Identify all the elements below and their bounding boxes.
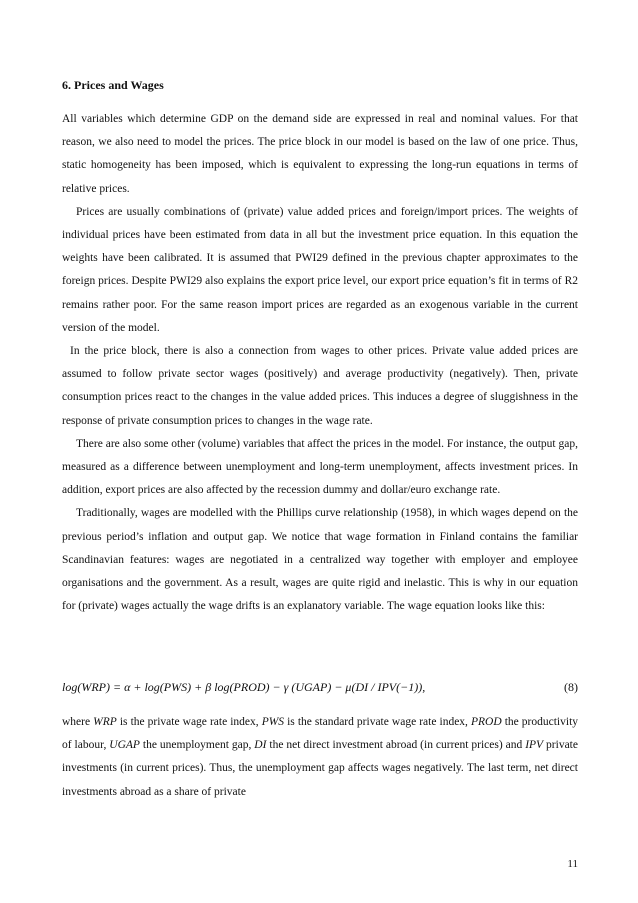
var-prod: PROD (470, 716, 502, 728)
def-text: the productivity of labour, (62, 716, 579, 752)
var-pws: PWS (261, 716, 285, 728)
definitions-paragraph (62, 711, 578, 804)
def-text: is the standard private wage rate index, (284, 716, 471, 728)
paragraph-2: Prices are usually combinations of (private) value added prices and foreign/import prices. The weights of individual prices have been estimated from data in all but the investment price equation. In this equation the weights have been calibrated. It is assumed that PWI29 defined in the previous chapter approximates to the foreign prices. Despite PWI29 also explains the export price level, our export price equation’s fit in terms of R2 remains rather poor. For the same reason import prices are regarded as an exogenous variable in the current version of the model. (62, 205, 578, 334)
var-di: DI (254, 739, 267, 752)
def-text: private investments (in current prices). Thus, the unemployment gap affects wages negatively. The last term, net direct investments abroad as a share of private (62, 739, 578, 798)
wage-equation: log(WRP) = α + log(PWS) + β log(PROD) − γ (UGAP) − μ(DI / IPV(−1)), (62, 680, 426, 694)
paragraph-5: Traditionally, wages are modelled with the Phillips curve relationship (1958), in which wages depend on the previous period’s inflation and output gap. We notice that wage formation in Finland contains the familiar Scandinavian features: wages are negotiated in a centralized way together with employer and employee organisations and the government. As a result, wages are quite rigid and inelastic. This is why in our equation for (private) wages actually the wage drifts is an explanatory variable. The wage equation looks like this: (62, 507, 578, 613)
var-ugap: UGAP (109, 739, 140, 752)
equation-number: (8) (564, 680, 578, 694)
var-ipv: IPV (525, 739, 544, 752)
page-number: 11 (567, 858, 578, 870)
paragraph-1: All variables which determine GDP on the demand side are expressed in real and nominal values. For that reason, we also need to model the prices. The price block in our model is based on the law of one price. Thus, static homogeneity has been imposed, which is equivalent to expressing the long-run equations in terms of relative prices. (62, 113, 578, 195)
def-text: is the private wage rate index, (116, 716, 262, 728)
def-text: the unemployment gap, (139, 739, 255, 752)
variable-definitions (62, 711, 578, 804)
paragraph-4: There are also some other (volume) variables that affect the prices in the model. For instance, the output gap, measured as a difference between unemployment and long-term unemployment, affects investment prices. In addition, export prices are also affected by the recession dummy and dollar/euro exchange rate. (62, 437, 578, 497)
def-text: the net direct investment abroad (in current prices) and (266, 739, 526, 752)
var-wrp: WRP (93, 716, 117, 728)
def-text: where (62, 716, 91, 728)
body-text (62, 108, 578, 618)
section-heading: 6. Prices and Wages (62, 78, 164, 92)
paragraph-3: In the price block, there is also a connection from wages to other prices. Private value added prices are assumed to follow private sector wages (positively) and average productivity (negatively). Then, private consumption prices react to the changes in the value added prices. This induces a degree of sluggishness in the response of private consumption prices to changes in the wage rate. (62, 345, 578, 427)
